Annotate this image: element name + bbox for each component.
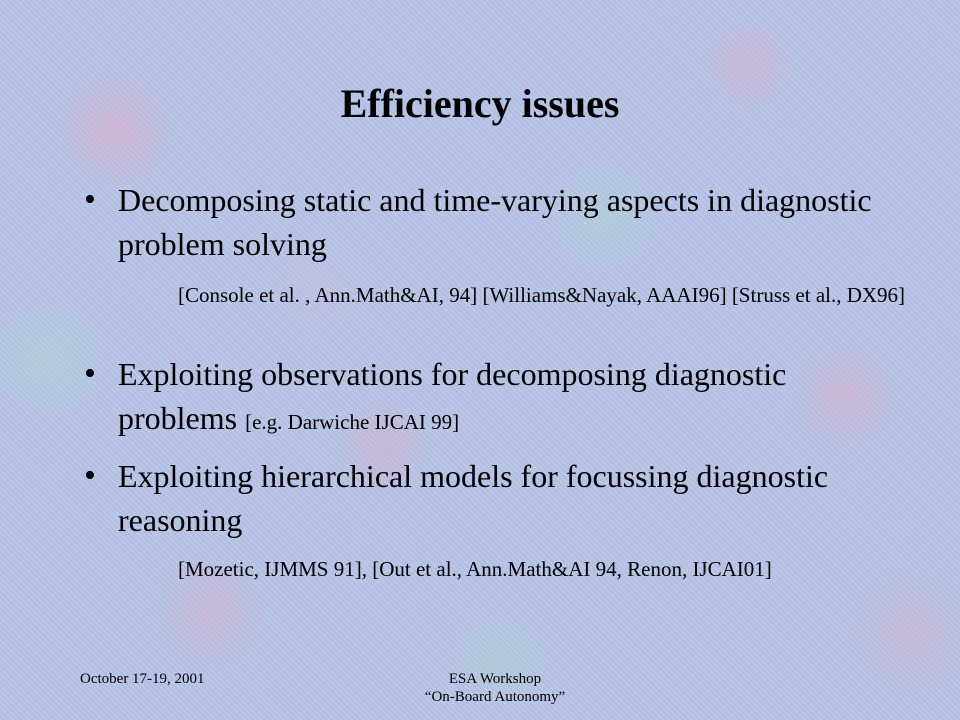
bullet-text-wrap: [118, 352, 904, 444]
bullet-dot-icon: •: [84, 457, 96, 494]
reference-block: [118, 278, 908, 312]
bullet-text: Decomposing static and time-varying aspects in diagnostic problem solving: [118, 182, 872, 262]
footer-event-line1: ESA Workshop: [448, 671, 542, 687]
bullet-item: [84, 178, 904, 266]
bullet-text: Exploiting observations for decomposing diagnostic problems: [118, 356, 787, 436]
footer-event: [390, 670, 600, 706]
footer-date: October 17-19, 2001: [80, 671, 205, 687]
bullet-item: [84, 352, 904, 444]
reference-block: [118, 548, 908, 590]
reference-text: [Console et al. , Ann.Math&AI, 94] [Williams&Nayak, AAAI96] [Struss et al., DX96]: [178, 283, 906, 307]
reference-text: [Mozetic, IJMMS 91], [Out et al., Ann.Math&AI 94, Renon, IJCAI01]: [178, 557, 772, 581]
bullet-text: Exploiting hierarchical models for focussing diagnostic reasoning: [118, 458, 829, 538]
footer-event-line2: “On-Board Autonomy”: [424, 689, 566, 705]
bullet-item: [84, 454, 904, 542]
slide-title: Efficiency issues: [340, 81, 620, 126]
bullet-dot-icon: •: [84, 355, 96, 392]
inline-reference: [e.g. Darwiche IJCAI 99]: [245, 410, 460, 434]
bullet-dot-icon: •: [84, 181, 96, 218]
